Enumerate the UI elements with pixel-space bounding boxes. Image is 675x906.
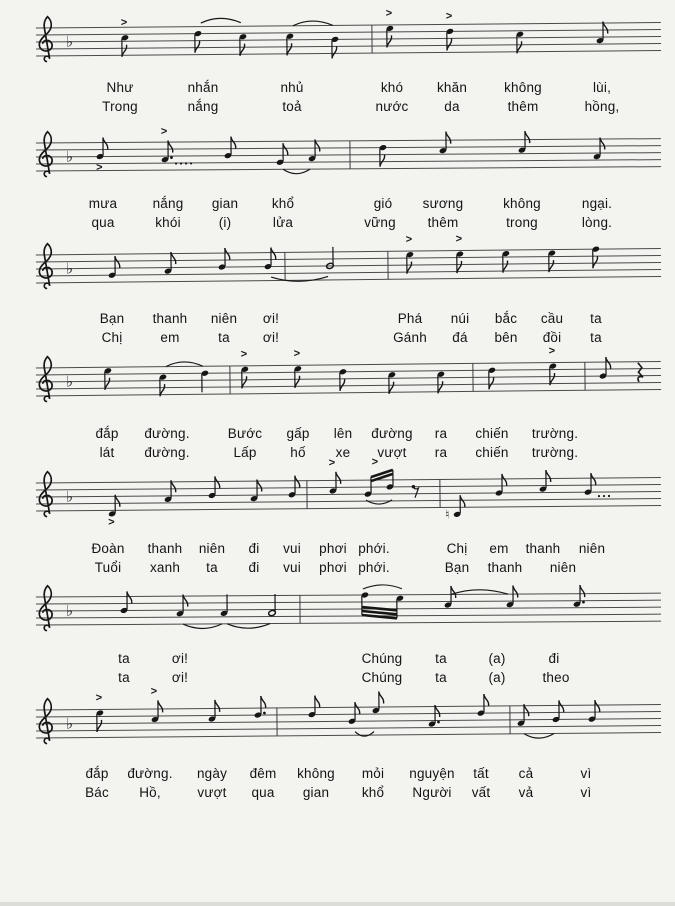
lyric-word: đường. [127,766,173,781]
staff-line [36,499,661,504]
lyric-word: thanh [525,541,561,556]
lyric-word: lùi, [592,80,612,95]
lyric-word: đường. [144,426,190,441]
eighth-flag-icon [225,248,230,260]
lyric-word: niên [198,541,226,556]
flat-icon: ♭ [65,373,74,391]
lyric-word: xe [335,445,351,460]
lyric-word: ta [118,651,130,666]
eighth-flag-icon [595,700,600,712]
staff-line [36,600,661,604]
lyric-word: trường. [531,426,579,441]
trail-dot [180,162,182,164]
lyric-word: Bước [227,426,263,441]
eighth-flag-icon [460,495,465,507]
flat-icon: ♭ [65,715,74,733]
lyric-word: khăn [436,80,468,95]
lyric-word: Phá [397,311,423,326]
lyric-word: gió [373,196,393,211]
treble-clef-icon [39,699,52,744]
lyric-word: theo [542,670,570,685]
accent-icon: > [405,233,413,246]
eighth-flag-icon [127,591,132,603]
lyric-word: ta [218,330,230,345]
lyric-word: Chị [101,330,123,345]
lyric-word: vui [283,560,301,575]
staff-line [36,506,661,511]
beam [362,611,397,615]
staff-system-1 [0,0,675,76]
eighth-flag-icon [231,137,236,149]
quarter-rest-icon [638,363,643,382]
staff-system-7 [0,680,675,758]
lyric-word: Đoàn [91,541,125,556]
eighth-flag-icon [606,357,611,369]
lyric-word: vả [518,785,534,800]
accent-icon: > [293,347,301,360]
lyric-word: ngày [196,766,228,781]
slur [363,585,402,589]
staff-line [36,389,661,396]
staff-line [36,160,661,164]
lyric-word: ra [434,445,448,460]
staff-line [36,276,661,283]
treble-clef-icon [39,357,52,402]
staff-line [36,262,661,269]
lyric-word: (a) [488,670,506,685]
staff-line [36,705,661,710]
accent-icon: > [240,348,248,361]
lyric-word: vất [471,785,491,800]
lyric-word: cả [518,766,534,781]
lyric-word: niên [210,311,238,326]
lyric-word: phơi [319,541,347,556]
lyric-word: lòng. [581,215,613,230]
staff-line [36,719,661,724]
lyric-word: (i) [218,215,232,230]
eighth-flag-icon [591,473,596,485]
staff-line [36,44,661,49]
flat-icon: ♭ [65,488,74,506]
eighth-flag-icon [215,476,220,488]
staff-line [36,37,661,42]
augmentation-dot [170,156,173,159]
eighth-flag-icon [215,700,220,712]
lyric-word: đi [248,541,260,556]
lyric-word: Bạn [99,311,125,326]
lyric-word: gian [302,785,330,800]
lyric-word: qua [251,785,275,800]
accent-icon: > [108,516,115,529]
lyric-word: nước [375,99,409,114]
lyric-word: sương [422,196,464,211]
lyric-word: đồi [542,330,562,345]
flat-icon: ♭ [65,602,74,620]
treble-clef-icon [39,244,52,289]
staff-line [36,368,661,375]
lyric-word: ta [590,330,602,345]
eighth-flag-icon [513,586,518,598]
treble-clef-icon [39,17,52,62]
eighth-flag-icon [580,585,585,597]
treble-clef-icon [39,132,52,177]
accent-icon: > [96,161,103,174]
staff-system-4 [0,337,675,416]
flat-icon: ♭ [65,33,74,51]
lyric-word: Chúng [361,670,403,685]
lyric-word: phới. [358,541,390,556]
lyric-word: đi [548,651,560,666]
lyric-word: gấp [286,426,310,441]
lyric-word: thanh [152,311,188,326]
lyric-word: ta [206,560,218,575]
lyric-word: phới. [358,560,390,575]
lyric-word: vượt [197,785,227,800]
eighth-flag-icon [546,470,551,482]
staff-line [36,255,661,262]
lyric-word: nguyện [409,766,455,781]
lyric-word: Hồ, [139,785,161,800]
lyric-word: lát [99,445,115,460]
lyric-word: em [489,541,509,556]
lyric-word: gian [211,196,239,211]
eighth-flag-icon [502,474,507,486]
lyric-word: niên [549,560,577,575]
lyric-word: khó [380,80,404,95]
accent-icon: > [160,125,168,138]
eighth-flag-icon [593,256,598,268]
eighth-flag-icon [271,247,276,259]
staff-line [36,712,661,717]
lyric-word: nhắn [187,80,219,95]
eighth-flag-icon [115,256,120,268]
lyric-word: ta [435,651,447,666]
lyric-word: vì [580,766,592,781]
lyric-word: nhủ [280,80,304,95]
lyric-word: Người [412,785,452,800]
treble-clef-icon [39,472,52,517]
trail-dot [603,495,605,497]
staff-line [36,485,661,490]
augmentation-dot [263,712,266,715]
staff-line [36,153,661,157]
accent-icon: > [95,691,103,704]
staff-line [36,382,661,389]
lyric-word: Bạn [444,560,470,575]
accent-icon: > [120,16,128,29]
trail-dot [190,162,192,164]
accent-icon: > [371,456,379,469]
staff-line [36,146,661,150]
lyric-word: không [503,196,541,211]
lyric-word: xanh [149,560,181,575]
lyric-word: lửa [272,215,294,230]
lyric-word: đắp [85,766,109,781]
eighth-flag-icon [295,476,300,488]
augmentation-dot [437,721,440,724]
trail-dot [608,495,610,497]
eighth-flag-icon [158,700,163,712]
lyric-word: chiến [475,445,509,460]
staff-line [36,478,661,483]
lyric-word: Trong [102,99,138,114]
staff-system-5 [0,453,675,531]
lyric-word: đường [371,426,413,441]
lyric-word: ra [434,426,448,441]
eighth-flag-icon [489,377,494,389]
staff-line [36,607,661,611]
staff-line [36,726,661,731]
lyric-word: khổ [271,196,295,211]
lyric-word: tất [473,766,489,781]
lyric-word: lên [333,426,353,441]
lyric-word: vì [580,785,592,800]
lyric-word: ơi! [171,651,189,666]
eighth-flag-icon [447,38,452,50]
lyric-word: thêm [427,215,459,230]
lyric-word: Như [106,80,134,95]
beam [362,607,397,611]
eighth-flag-icon [332,46,337,58]
staff-line [36,375,661,382]
natural-icon: ♮ [445,507,450,522]
lyric-word: trong [506,215,538,230]
lyric-word: thanh [487,560,523,575]
slur [201,18,241,23]
lyric-word: nắng [187,99,219,114]
lyric-word: qua [91,215,115,230]
trail-dot [175,162,177,164]
lyric-word: khổ [361,785,385,800]
lyric-word: không [504,80,542,95]
slur [183,624,222,629]
lyric-word: ơi! [262,311,280,326]
eighth-flag-icon [195,41,200,53]
eighth-flag-icon [340,379,345,391]
lyric-word: ngại. [581,196,613,211]
lyric-word: khói [155,215,181,230]
lyric-word: phơi [319,560,347,575]
staff-line [36,492,661,497]
lyric-word: đá [452,330,468,345]
lyric-word: núi [450,311,470,326]
lyric-word: vui [283,541,301,556]
accent-icon: > [328,456,336,469]
eighth-flag-icon [336,472,341,484]
augmentation-dot [582,601,585,604]
lyric-word: Chị [446,541,468,556]
staff-line [36,621,661,625]
accent-icon: > [548,345,556,358]
lyric-word: đêm [249,766,277,781]
staff-system-2 [0,115,675,192]
lyric-word: Bác [85,785,109,800]
lyric-word: ơi! [171,670,189,685]
lyric-word: trường. [531,445,579,460]
lyric-word: Tuổi [94,560,122,575]
lyric-word: thêm [507,99,539,114]
lyric-word: ta [435,670,447,685]
accent-icon: > [385,7,393,20]
eighth-flag-icon [380,155,385,167]
lyric-word: da [444,99,460,114]
staff-line [36,23,661,28]
eighth-flag-icon [559,700,564,712]
staff-line [36,139,661,143]
lyric-word: toả [282,99,302,114]
accent-icon: > [445,10,453,23]
lyric-word: vững [364,215,396,230]
lyric-word: mỏi [361,766,385,781]
lyric-word: vượt [377,445,407,460]
staff-line [36,167,661,171]
eighth-flag-icon [379,691,384,703]
lyric-word: bên [494,330,518,345]
eighth-flag-icon [484,694,489,706]
slur [283,169,310,174]
page-bottom-edge [0,902,675,906]
flat-icon: ♭ [65,148,74,166]
staff-line [36,30,661,35]
staff-line [36,361,661,368]
staff-line [36,248,661,255]
lyric-word: đắp [95,426,119,441]
lyric-word: đường. [144,445,190,460]
lyric-word: cầu [540,311,564,326]
lyric-word: hố [290,445,306,460]
eighth-flag-icon [355,702,360,714]
lyric-word: thanh [147,541,183,556]
eighth-flag-icon [446,132,451,144]
accent-icon: > [455,233,463,246]
lyric-word: hồng, [584,99,620,114]
lyric-word: bắc [494,311,518,326]
treble-clef-icon [39,586,52,631]
eighth-flag-icon [451,586,456,598]
eighth-flag-icon [525,131,530,143]
lyric-word: chiến [475,426,509,441]
lyric-word: Lấp [233,445,257,460]
lyric-word: ta [118,670,130,685]
lyric-word: Gánh [393,330,427,345]
eighth-flag-icon [315,696,320,708]
lyric-word: ta [590,311,602,326]
eighth-rest-icon [414,488,419,498]
lyric-word: Chúng [361,651,403,666]
staff-system-6 [0,569,675,645]
eighth-flag-icon [103,137,108,149]
lyric-word: mưa [88,196,118,211]
trail-dot [185,162,187,164]
lyric-word: niên [578,541,606,556]
trail-dot [598,495,600,497]
eighth-flag-icon [283,143,288,155]
eighth-flag-icon [261,696,266,708]
lyric-word: em [160,330,180,345]
flat-icon: ♭ [65,260,74,278]
lyric-word: (a) [488,651,506,666]
lyric-word: nắng [152,196,184,211]
staff-line [36,614,661,618]
lyric-word: ơi! [262,330,280,345]
lyric-word: đi [248,560,260,575]
staff-line [36,51,661,56]
staff-line [36,269,661,276]
accent-icon: > [150,685,158,698]
staff-system-3 [0,224,675,303]
lyric-word: không [297,766,335,781]
staff-line [36,733,661,738]
